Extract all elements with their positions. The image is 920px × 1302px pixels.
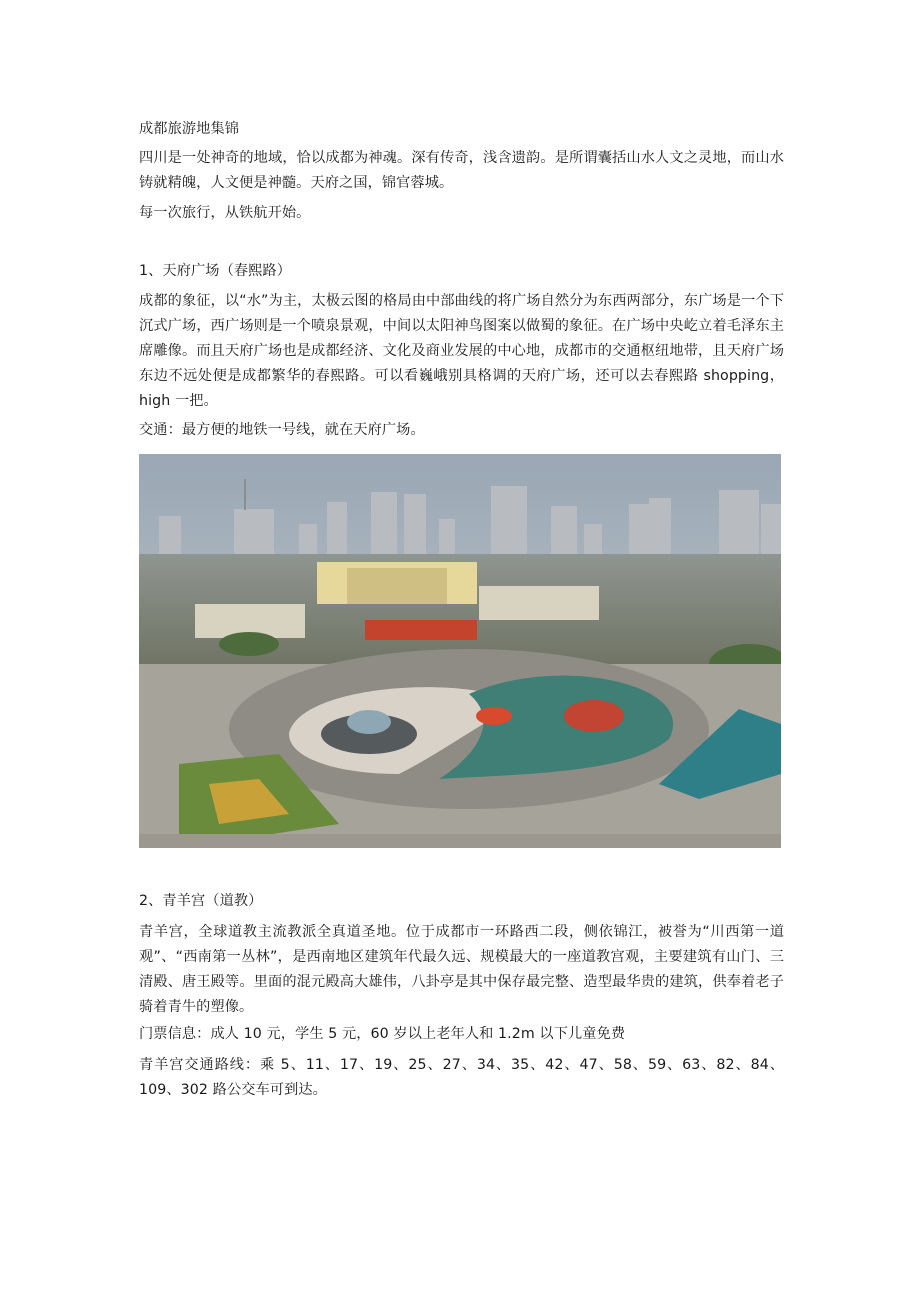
section-2-routes: 青羊宫交通路线：乘 5、11、17、19、25、27、34、35、42、47、58、59、63、82、84、109、302 路公交车可到达。 [139,1057,784,1098]
intro-tagline: 每一次旅行，从铁航开始。 [139,205,311,221]
section-1-traffic: 交通：最方便的地铁一号线，就在天府广场。 [139,422,425,438]
section-2-heading: 2、青羊宫（道教） [139,893,263,909]
section-1-heading: 1、天府广场（春熙路） [139,263,292,279]
section-2-tickets: 门票信息：成人 10 元，学生 5 元，60 岁以上老年人和 1.2m 以下儿童免费 [139,1026,626,1042]
section-1-body: 成都的象征，以“水”为主，太极云图的格局由中部曲线的将广场自然分为东西两部分，东广场是一个下沉式广场，西广场则是一个喷泉景观，中间以太阳神鸟图案以做蜀的象征。在广场中央屹立着毛泽东主席雕像。而且天府广场也是成都经济、文化及商业发展的中心地，成都市的交通枢纽地带，且天府广场东边不远处便是成都繁华的春熙路。可以看巍峨别具格调的天府广场，还可以去春熙路 shopping，high 一把。 [139,293,784,409]
tianfu-square-photo [139,454,781,848]
intro-paragraph: 四川是一处神奇的地域，恰以成都为神魂。深有传奇，浅含遗韵。是所谓囊括山水人文之灵地，而山水铸就精魄，人文便是神髓。天府之国，锦官蓉城。 [139,150,784,191]
section-2-body: 青羊宫，全球道教主流教派全真道圣地。位于成都市一环路西二段，侧依锦江，被誉为“川西第一道观”、“西南第一丛林”，是西南地区建筑年代最久远、规模最大的一座道教宫观，主要建筑有山门、三清殿、唐王殿等。里面的混元殿高大雄伟，八卦亭是其中保存最完整、造型最华贵的建筑，供奉着老子骑着青牛的塑像。 [139,924,784,1015]
document-title: 成都旅游地集锦 [139,121,240,137]
